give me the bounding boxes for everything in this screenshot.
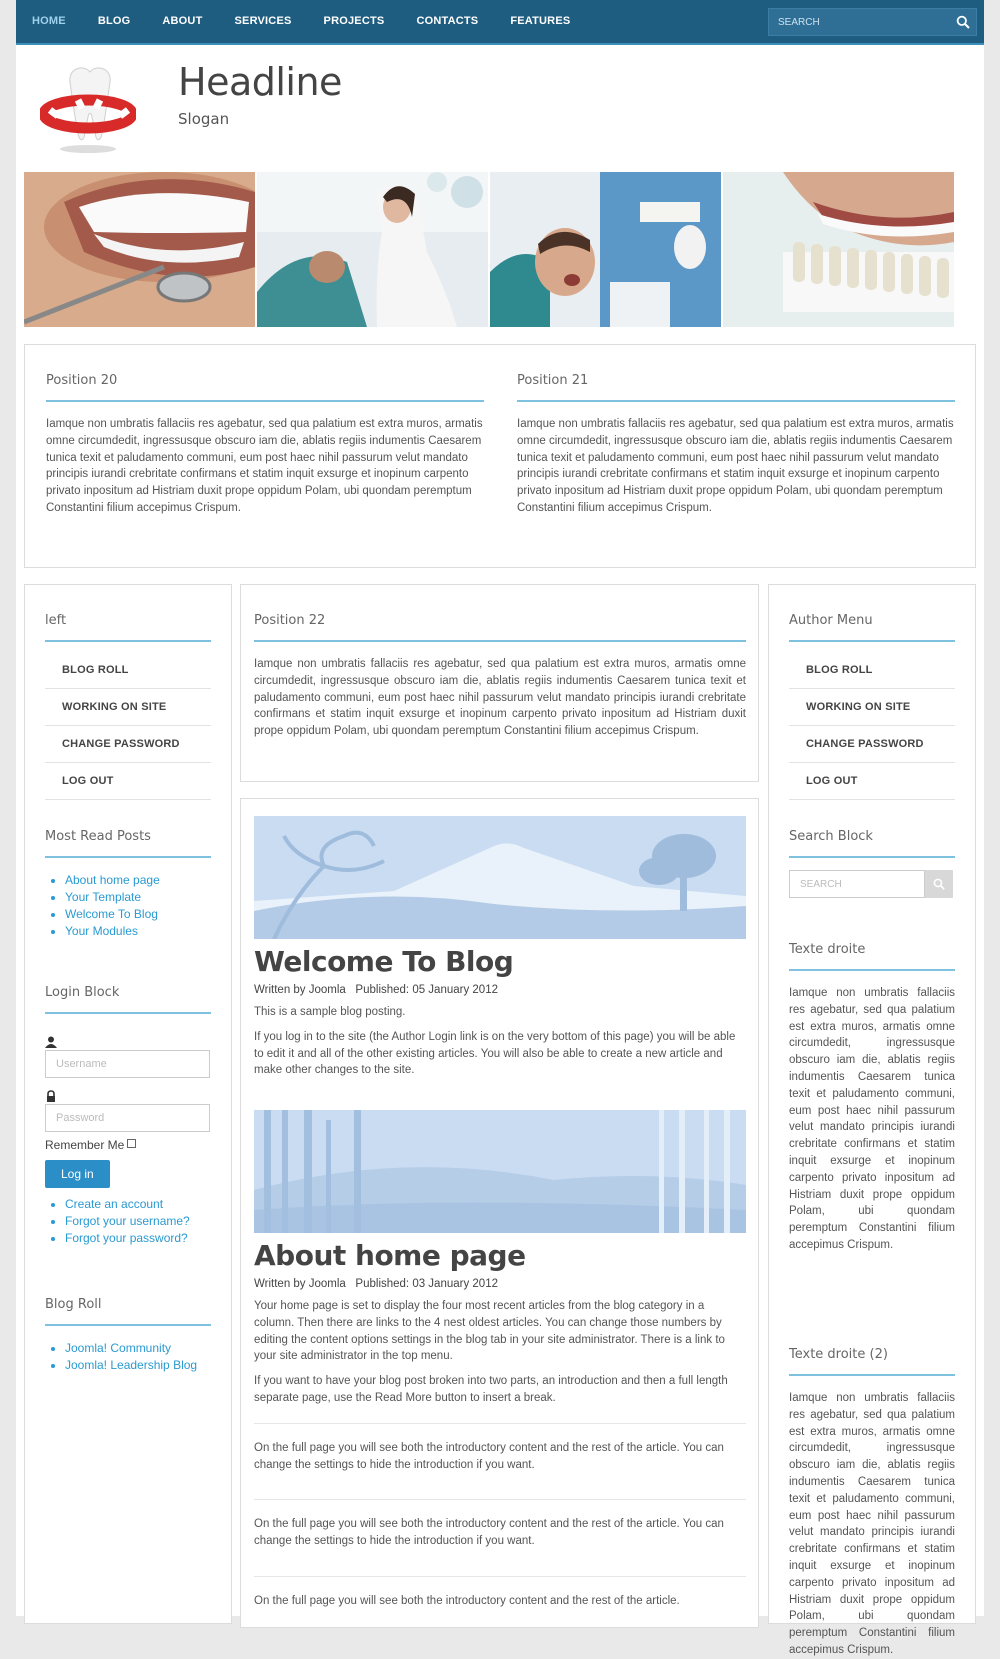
article-welcome — [254, 816, 746, 1079]
texte-droite-2-module — [789, 1347, 955, 1659]
search-icon[interactable] — [956, 15, 970, 29]
article-paragraph: On the full page you will see both the introductory content and the rest of the article. You can change the settings to hide the introduction if you want. — [254, 1441, 724, 1471]
create-account-link[interactable]: • Create an account — [65, 1196, 211, 1213]
article-image-bamboo — [254, 1110, 746, 1233]
position-21-text: Iamque non umbratis fallaciis res agebatur, sed qua palatium est extra muros, armatis omne circumdedit, ingressusque obscuro iam die, ablatis regiis indumentis Caesarem tunica texit et paludamento communi, eum post haec nihil passurum velut mandato principis iurandi crebritate confirmans et statim inquit exsurge et inopinum carpento privato inpositum ad Histriam duxit prope oppidum Polam, ubi quondam peremptum Constantini filium accepimus Crispum. — [517, 418, 954, 514]
texte-droite-title: Texte droite — [789, 942, 955, 971]
author-menu-item-working-on-site[interactable]: WORKING ON SITE — [789, 689, 955, 726]
article-meta — [254, 1278, 746, 1290]
main-menu — [16, 0, 586, 42]
most-read-link[interactable]: • Welcome To Blog — [65, 906, 211, 923]
forgot-password-link[interactable]: • Forgot your password? — [65, 1230, 211, 1247]
most-read-link[interactable]: • About home page — [65, 872, 211, 889]
password-field[interactable] — [45, 1104, 210, 1132]
author-menu — [789, 652, 955, 800]
position-22-module — [254, 613, 746, 740]
left-sidebar — [24, 584, 232, 1624]
remember-me-row — [45, 1138, 211, 1152]
login-title: Login Block — [45, 985, 211, 1014]
nav-item-services[interactable]: SERVICES — [234, 15, 292, 27]
blog-roll-list — [45, 1340, 211, 1374]
author-menu-title: Author Menu — [789, 613, 955, 642]
article-paragraph: This is a sample blog posting. — [254, 1006, 406, 1018]
left-menu-item-log-out[interactable]: LOG OUT — [45, 763, 211, 800]
most-read-module — [45, 829, 211, 940]
texte-droite-2-text: Iamque non umbratis fallaciis res agebatur, sed qua palatium est extra muros, armatis omne circumdedit, ingressusque obscuro iam die, ablatis regiis indumentis Caesarem tunica texit et paludamento communi, eum post haec nihil passurum velut mandato principis iurandi crebritate confirmans et statim inquit exsurge et inopinum carpento privato inpositum ad Histriam duxit prope oppidum Polam, ubi quondam peremptum Constantini filium accepimus Crispum. — [789, 1392, 955, 1656]
divider — [254, 1423, 746, 1424]
nav-item-features[interactable]: FEATURES — [510, 15, 571, 27]
side-search-button[interactable] — [925, 870, 953, 898]
texte-droite-text: Iamque non umbratis fallaciis res agebatur, sed qua palatium est extra muros, armatis omne circumdedit, ingressusque obscuro iam die, ablatis regiis indumentis Caesarem tunica texit et paludamento communi, eum post haec nihil passurum velut mandato principis iurandi crebritate confirmans et statim inquit exsurge et inopinum carpento privato inpositum ad Histriam duxit prope oppidum Polam, ubi quondam peremptum Constantini filium accepimus Crispum. — [789, 987, 955, 1251]
article-author: Written by Joomla — [254, 984, 346, 996]
nav-item-about[interactable]: ABOUT — [162, 15, 203, 27]
article-paragraph: Your home page is set to display the four most recent articles from the blog category in a column. Then there are links to the 4 nest oldest articles. You can change those numbers by editing the content options settings in the blog tab in your site administrator. There is a link to your site administrator in the top menu. — [254, 1300, 725, 1363]
article-paragraph: On the full page you will see both the introductory content and the rest of the article. — [254, 1594, 680, 1607]
most-read-link[interactable]: • Your Modules — [65, 923, 211, 940]
photo-dentist-patient — [257, 172, 488, 327]
remember-me-label: Remember Me — [45, 1138, 125, 1152]
right-sidebar — [768, 584, 976, 1656]
nav-item-home[interactable]: HOME — [32, 15, 66, 27]
texte-droite-module — [789, 942, 955, 1254]
left-menu-title: left — [45, 613, 211, 642]
position-21-title: Position 21 — [517, 373, 955, 402]
divider — [254, 1576, 746, 1577]
author-menu-item-change-password[interactable]: CHANGE PASSWORD — [789, 726, 955, 763]
page — [16, 0, 984, 1656]
article-author: Written by Joomla — [254, 1278, 346, 1290]
user-icon — [45, 1036, 57, 1048]
side-search — [789, 870, 953, 898]
article-paragraph: If you want to have your blog post broken into two parts, an introduction and then a full length separate page, use the Read More button to insert a break. — [254, 1375, 728, 1404]
site-slogan: Slogan — [178, 110, 230, 128]
article-title[interactable]: About home page — [254, 1239, 526, 1272]
photo-shade-guide — [490, 172, 721, 327]
top-navbar — [16, 0, 984, 45]
blog-roll-module — [45, 1297, 211, 1374]
photo-smile — [24, 172, 255, 327]
login-module — [45, 985, 211, 1247]
divider — [254, 1499, 746, 1500]
blog-roll-link[interactable]: • Joomla! Leadership Blog — [65, 1357, 211, 1374]
tooth-lifebuoy-logo — [40, 62, 136, 154]
login-button[interactable]: Log in — [45, 1160, 110, 1188]
position-22-text: Iamque non umbratis fallaciis res agebatur, sed qua palatium est extra muros, armatis omne circumdedit, ingressusque obscuro iam die, ablatis regiis indumentis Caesarem tunica texit et paludamento communi, eum post haec nihil passurum velut mandato principis iurandi crebritate confirmans et statim inquit exsurge et inopinum carpento privato inpositum ad Histriam duxit prope oppidum Polam, ubi quondam peremptum Constantini filium accepimus Crispum. — [254, 658, 746, 738]
article-date: Published: 05 January 2012 — [355, 984, 498, 996]
position-20-text: Iamque non umbratis fallaciis res agebatur, sed qua palatium est extra muros, armatis omne circumdedit, ingressusque obscuro iam die, ablatis regiis indumentis Caesarem tunica texit et paludamento communi, eum post haec nihil passurum velut mandato principis iurandi crebritate confirmans et statim inquit exsurge et inopinum carpento privato inpositum ad Histriam duxit prope oppidum Polam, ubi quondam peremptum Constantini filium accepimus Crispum. — [46, 418, 483, 514]
blog-roll-title: Blog Roll — [45, 1297, 211, 1326]
search-block-module — [789, 829, 955, 898]
left-menu — [45, 652, 211, 800]
article-meta — [254, 984, 746, 996]
nav-item-blog[interactable]: BLOG — [97, 15, 131, 27]
most-read-title: Most Read Posts — [45, 829, 211, 858]
left-menu-item-change-password[interactable]: CHANGE PASSWORD — [45, 726, 211, 763]
article-title[interactable]: Welcome To Blog — [254, 945, 514, 978]
top-search — [768, 8, 977, 36]
username-field[interactable] — [45, 1050, 210, 1078]
login-links — [45, 1196, 211, 1247]
left-menu-item-working-on-site[interactable]: WORKING ON SITE — [45, 689, 211, 726]
remember-me-checkbox[interactable] — [127, 1139, 136, 1148]
author-menu-item-log-out[interactable]: LOG OUT — [789, 763, 955, 800]
left-menu-module — [45, 613, 211, 800]
left-menu-item-blog-roll[interactable]: BLOG ROLL — [45, 652, 211, 689]
position-20-title: Position 20 — [46, 373, 484, 402]
most-read-list — [45, 872, 211, 940]
most-read-link[interactable]: • Your Template — [65, 889, 211, 906]
article-paragraph: On the full page you will see both the introductory content and the rest of the article. You can change the settings to hide the introduction if you want. — [254, 1518, 724, 1548]
article-paragraph: If you log in to the site (the Author Login link is on the very bottom of this page) you will be able to edit it and all of the other existing articles. You will also be able to create a new article and make other changes to the site. — [254, 1030, 736, 1077]
author-menu-module — [789, 613, 955, 800]
position-22-box — [240, 584, 759, 782]
search-icon — [933, 878, 945, 890]
author-menu-item-blog-roll[interactable]: BLOG ROLL — [789, 652, 955, 689]
nav-item-contacts[interactable]: CONTACTS — [416, 15, 479, 27]
nav-item-projects[interactable]: PROJECTS — [323, 15, 385, 27]
position-21-module — [517, 373, 955, 517]
search-block-title: Search Block — [789, 829, 955, 858]
photo-tooth-shades — [723, 172, 954, 327]
texte-droite-2-title: Texte droite (2) — [789, 1347, 955, 1376]
article-about-home — [254, 1110, 746, 1610]
forgot-username-link[interactable]: • Forgot your username? — [65, 1213, 211, 1230]
blog-articles-box — [240, 798, 759, 1628]
site-headline: Headline — [178, 60, 342, 104]
top-modules-box — [24, 344, 976, 568]
lock-icon — [45, 1090, 57, 1102]
position-20-module — [46, 373, 484, 517]
article-date: Published: 03 January 2012 — [355, 1278, 498, 1290]
position-22-title: Position 22 — [254, 613, 746, 642]
side-search-input[interactable] — [789, 870, 925, 898]
blog-roll-link[interactable]: • Joomla! Community — [65, 1340, 211, 1357]
article-image-mountain — [254, 816, 746, 939]
top-search-input[interactable] — [769, 9, 949, 35]
